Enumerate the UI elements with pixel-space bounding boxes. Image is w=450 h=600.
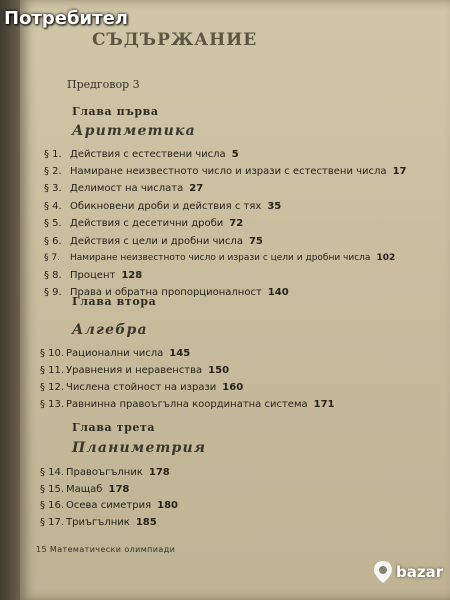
toc-item-text: Намиране неизвестното число и изрази с естествени числа — [70, 166, 387, 177]
toc-item-number: § 11. — [40, 365, 65, 376]
toc-item-page: 75 — [248, 236, 263, 247]
toc-item-text: Числена стойност на изрази — [66, 382, 217, 393]
page-title: СЪДЪРЖАНИЕ — [92, 30, 258, 50]
page-footer: 15 Математически олимпиади — [36, 545, 176, 554]
toc-item — [44, 236, 263, 247]
toc-item-number: § 15. — [40, 484, 65, 495]
chapter-2-heading: Глава втора — [72, 295, 157, 308]
preface-entry: Предговор 3 — [67, 78, 140, 91]
chapter-1-title: Аритметика — [72, 123, 196, 139]
toc-item-page: 72 — [229, 218, 244, 229]
toc-item-number: § 14. — [40, 467, 65, 478]
toc-item-number: § 1. — [44, 149, 62, 160]
toc-item — [40, 348, 190, 359]
toc-item-text: Действия с естествени числа — [70, 149, 226, 160]
toc-item-number: § 12. — [40, 382, 65, 393]
toc-item-page: 178 — [148, 467, 170, 478]
toc-item — [40, 399, 335, 410]
toc-item-number: § 4. — [44, 201, 62, 212]
bazar-logo-text: bazar — [396, 563, 444, 581]
toc-item-page: 128 — [121, 270, 143, 281]
toc-item-text: Рационални числа — [66, 348, 164, 359]
toc-item-number: § 6. — [44, 236, 62, 247]
book-gutter — [0, 0, 20, 600]
toc-item — [40, 500, 178, 511]
toc-item-page: 160 — [222, 382, 244, 393]
toc-item — [44, 183, 203, 194]
toc-item-text: Обикновени дроби и действия с тях — [70, 201, 262, 212]
toc-item-number: § 10. — [40, 348, 65, 359]
toc-item-number: § 17. — [40, 517, 65, 528]
toc-item-number: § 9. — [44, 287, 62, 298]
toc-item — [44, 270, 142, 281]
toc-item-number: § 3. — [44, 183, 62, 194]
toc-item-text: Триъгълник — [66, 517, 130, 528]
toc-item-page: 145 — [169, 348, 191, 359]
chapter-3-heading: Глава трета — [72, 421, 156, 434]
toc-item-number: § 5. — [44, 218, 62, 229]
toc-item-page: 5 — [231, 149, 239, 160]
toc-item — [44, 149, 239, 160]
toc-item-text: Действия с десетични дроби — [70, 218, 224, 229]
bazar-logo — [373, 553, 445, 591]
toc-item-text: Процент — [70, 270, 116, 281]
toc-item-text: Мащаб — [66, 484, 103, 495]
toc-item-number: § 16. — [40, 500, 65, 511]
toc-item — [40, 484, 129, 495]
username-watermark: Потребител — [4, 8, 128, 29]
toc-item-page: 171 — [313, 399, 335, 410]
toc-item-number: § 8. — [44, 270, 62, 281]
toc-item-page: 17 — [392, 166, 407, 177]
toc-item — [40, 365, 229, 376]
bazar-logo-icon — [373, 560, 393, 584]
toc-item-text: Действия с цели и дробни числа — [70, 236, 243, 247]
toc-item-page: 180 — [157, 500, 178, 511]
toc-item-number: § 13. — [40, 399, 65, 410]
book-page — [20, 0, 450, 600]
chapter-2-title: Алгебра — [72, 322, 148, 338]
toc-item — [40, 467, 170, 478]
toc-item-page: 185 — [135, 517, 157, 528]
toc-item-text: Делимост на числата — [70, 183, 184, 194]
toc-item-page: 102 — [376, 253, 396, 263]
chapter-3-title: Планиметрия — [72, 440, 207, 456]
chapter-1-heading: Глава първа — [72, 105, 159, 118]
toc-item — [40, 517, 157, 528]
toc-item-text: Равнинна правоъгълна координатна система — [66, 399, 308, 410]
toc-item-text: Уравнения и неравенства — [66, 365, 203, 376]
toc-item-text: Права и обратна пропорционалност — [70, 287, 262, 298]
toc-item — [40, 382, 243, 393]
toc-item — [44, 218, 243, 229]
toc-item-page: 35 — [267, 201, 282, 212]
toc-item-page: 178 — [108, 484, 130, 495]
toc-item-number: § 7. — [44, 253, 60, 263]
toc-item-page: 150 — [208, 365, 230, 376]
toc-item-page: 140 — [267, 287, 289, 298]
toc-item-text: Осева симетрия — [66, 500, 152, 511]
toc-item-text: Правоъгълник — [66, 467, 143, 478]
toc-item — [44, 253, 395, 263]
toc-item — [44, 166, 406, 177]
toc-item-page: 27 — [189, 183, 204, 194]
toc-item — [44, 201, 281, 212]
toc-item-number: § 2. — [44, 166, 62, 177]
toc-item-text: Намиране неизвестното число и изрази с цели и дробни числа — [70, 253, 371, 263]
